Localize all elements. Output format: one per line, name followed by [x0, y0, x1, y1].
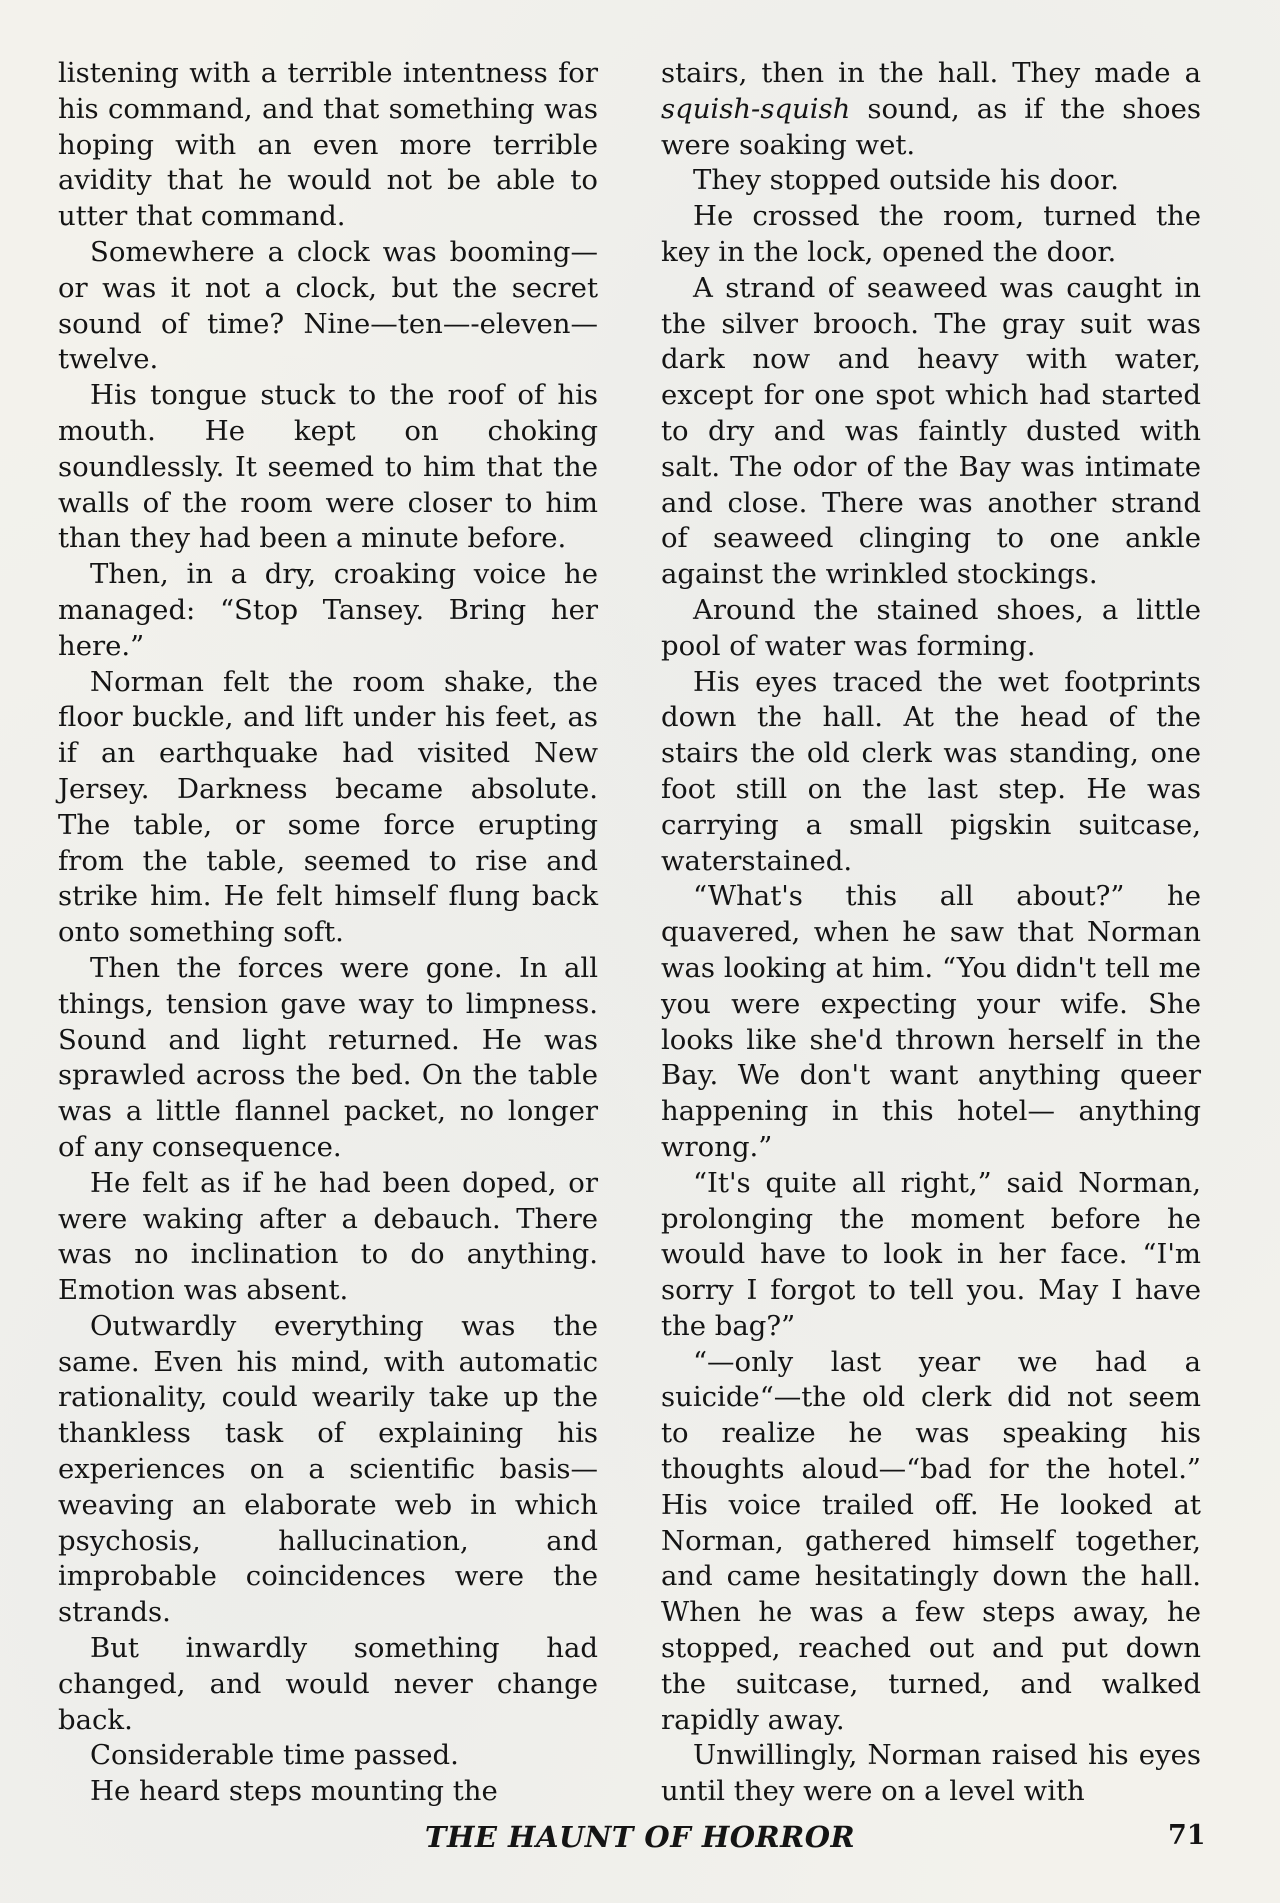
paragraph: “It's quite all right,” said Norman, prolonging the moment before he would have to look in her face. “I'm sorry I forgot to tell you. May I have the bag?”: [661, 1166, 1201, 1342]
right-column: [661, 56, 1201, 1810]
left-column: [58, 56, 598, 1810]
paragraph: Then, in a dry, croaking voice he managed: “Stop Tansey. Bring her here.”: [58, 558, 598, 662]
running-footer-title: THE HAUNT OF HORROR: [424, 1820, 856, 1854]
paragraph: He felt as if he had been doped, or were waking after a debauch. There was no inclination to do anything. Emotion was absent.: [58, 1166, 598, 1307]
paragraph: Outwardly everything was the same. Even his mind, with automatic rationality, could wearily take up the thankless task of explaining his experiences on a scientific basis—weaving an elaborate web in which psychosis, hallucination, and improbable coincidences were the strands.: [58, 1309, 598, 1629]
paragraph: But inwardly something had changed, and would never change back.: [58, 1632, 598, 1736]
paragraph: Unwillingly, Norman raised his eyes until they were on a level with: [661, 1739, 1201, 1808]
paragraph: listening with a terrible intentness for his command, and that something was hoping with an even more terrible avidity that he would not be able to utter that command.: [58, 57, 598, 233]
italic-emphasis: squish-squish: [661, 92, 851, 125]
paragraph: Somewhere a clock was booming— or was it not a clock, but the secret sound of time? Nine—ten—-eleven—twelve.: [58, 235, 598, 376]
paragraph: Considerable time passed.: [90, 1739, 459, 1772]
paragraph: “What's this all about?” he quavered, when he saw that Norman was looking at him. “You didn't tell me you were expecting your wife. She looks like she'd thrown herself in the Bay. We don't want anything queer happening in this hotel— anything wrong.”: [661, 880, 1201, 1163]
paragraph: “—only last year we had a suicide“—the old clerk did not seem to realize he was speaking his thoughts aloud—“bad for the hotel.” His voice trailed off. He looked at Norman, gathered himself together, and came hesitatingly down the hall. When he was a few steps away, he stopped, reached out and put down the suitcase, turned, and walked rapidly away.: [661, 1345, 1201, 1736]
paragraph: Around the stained shoes, a little pool of water was forming.: [661, 593, 1201, 662]
paragraph: He crossed the room, turned the key in the lock, opened the door.: [661, 200, 1201, 268]
paragraph: His eyes traced the wet footprints down the hall. At the head of the stairs the old clerk was standing, one foot still on the last step. He was carrying a small pigskin suitcase, waterstained.: [661, 665, 1201, 877]
paragraph: Then the forces were gone. In all things, tension gave way to limpness. Sound and light returned. He was sprawled across the bed. On the table was a little flannel packet, no longer of any consequence.: [58, 951, 598, 1163]
paragraph: He heard steps mounting the: [90, 1775, 498, 1808]
paragraph-continuation: stairs, then in the hall. They made a squish-squish sound, as if the shoes were soaking wet.: [661, 57, 1201, 161]
page-number: 71: [1168, 1820, 1206, 1851]
paragraph: Norman felt the room shake, the floor buckle, and lift under his feet, as if an earthquake had visited New Jersey. Darkness became absolute. The table, or some force erupting from the table, seemed to rise and strike him. He felt himself flung back onto something soft.: [58, 665, 598, 949]
paragraph: A strand of seaweed was caught in the silver brooch. The gray suit was dark now and heavy with water, except for one spot which had started to dry and was faintly dusted with salt. The odor of the Bay was intimate and close. There was another strand of seaweed clinging to one ankle against the wrinkled stockings.: [661, 271, 1201, 591]
paragraph: His tongue stuck to the roof of his mouth. He kept on choking soundlessly. It seemed to him that the walls of the room were closer to him than they had been a minute before.: [58, 379, 598, 555]
paragraph: They stopped outside his door.: [693, 164, 1119, 197]
